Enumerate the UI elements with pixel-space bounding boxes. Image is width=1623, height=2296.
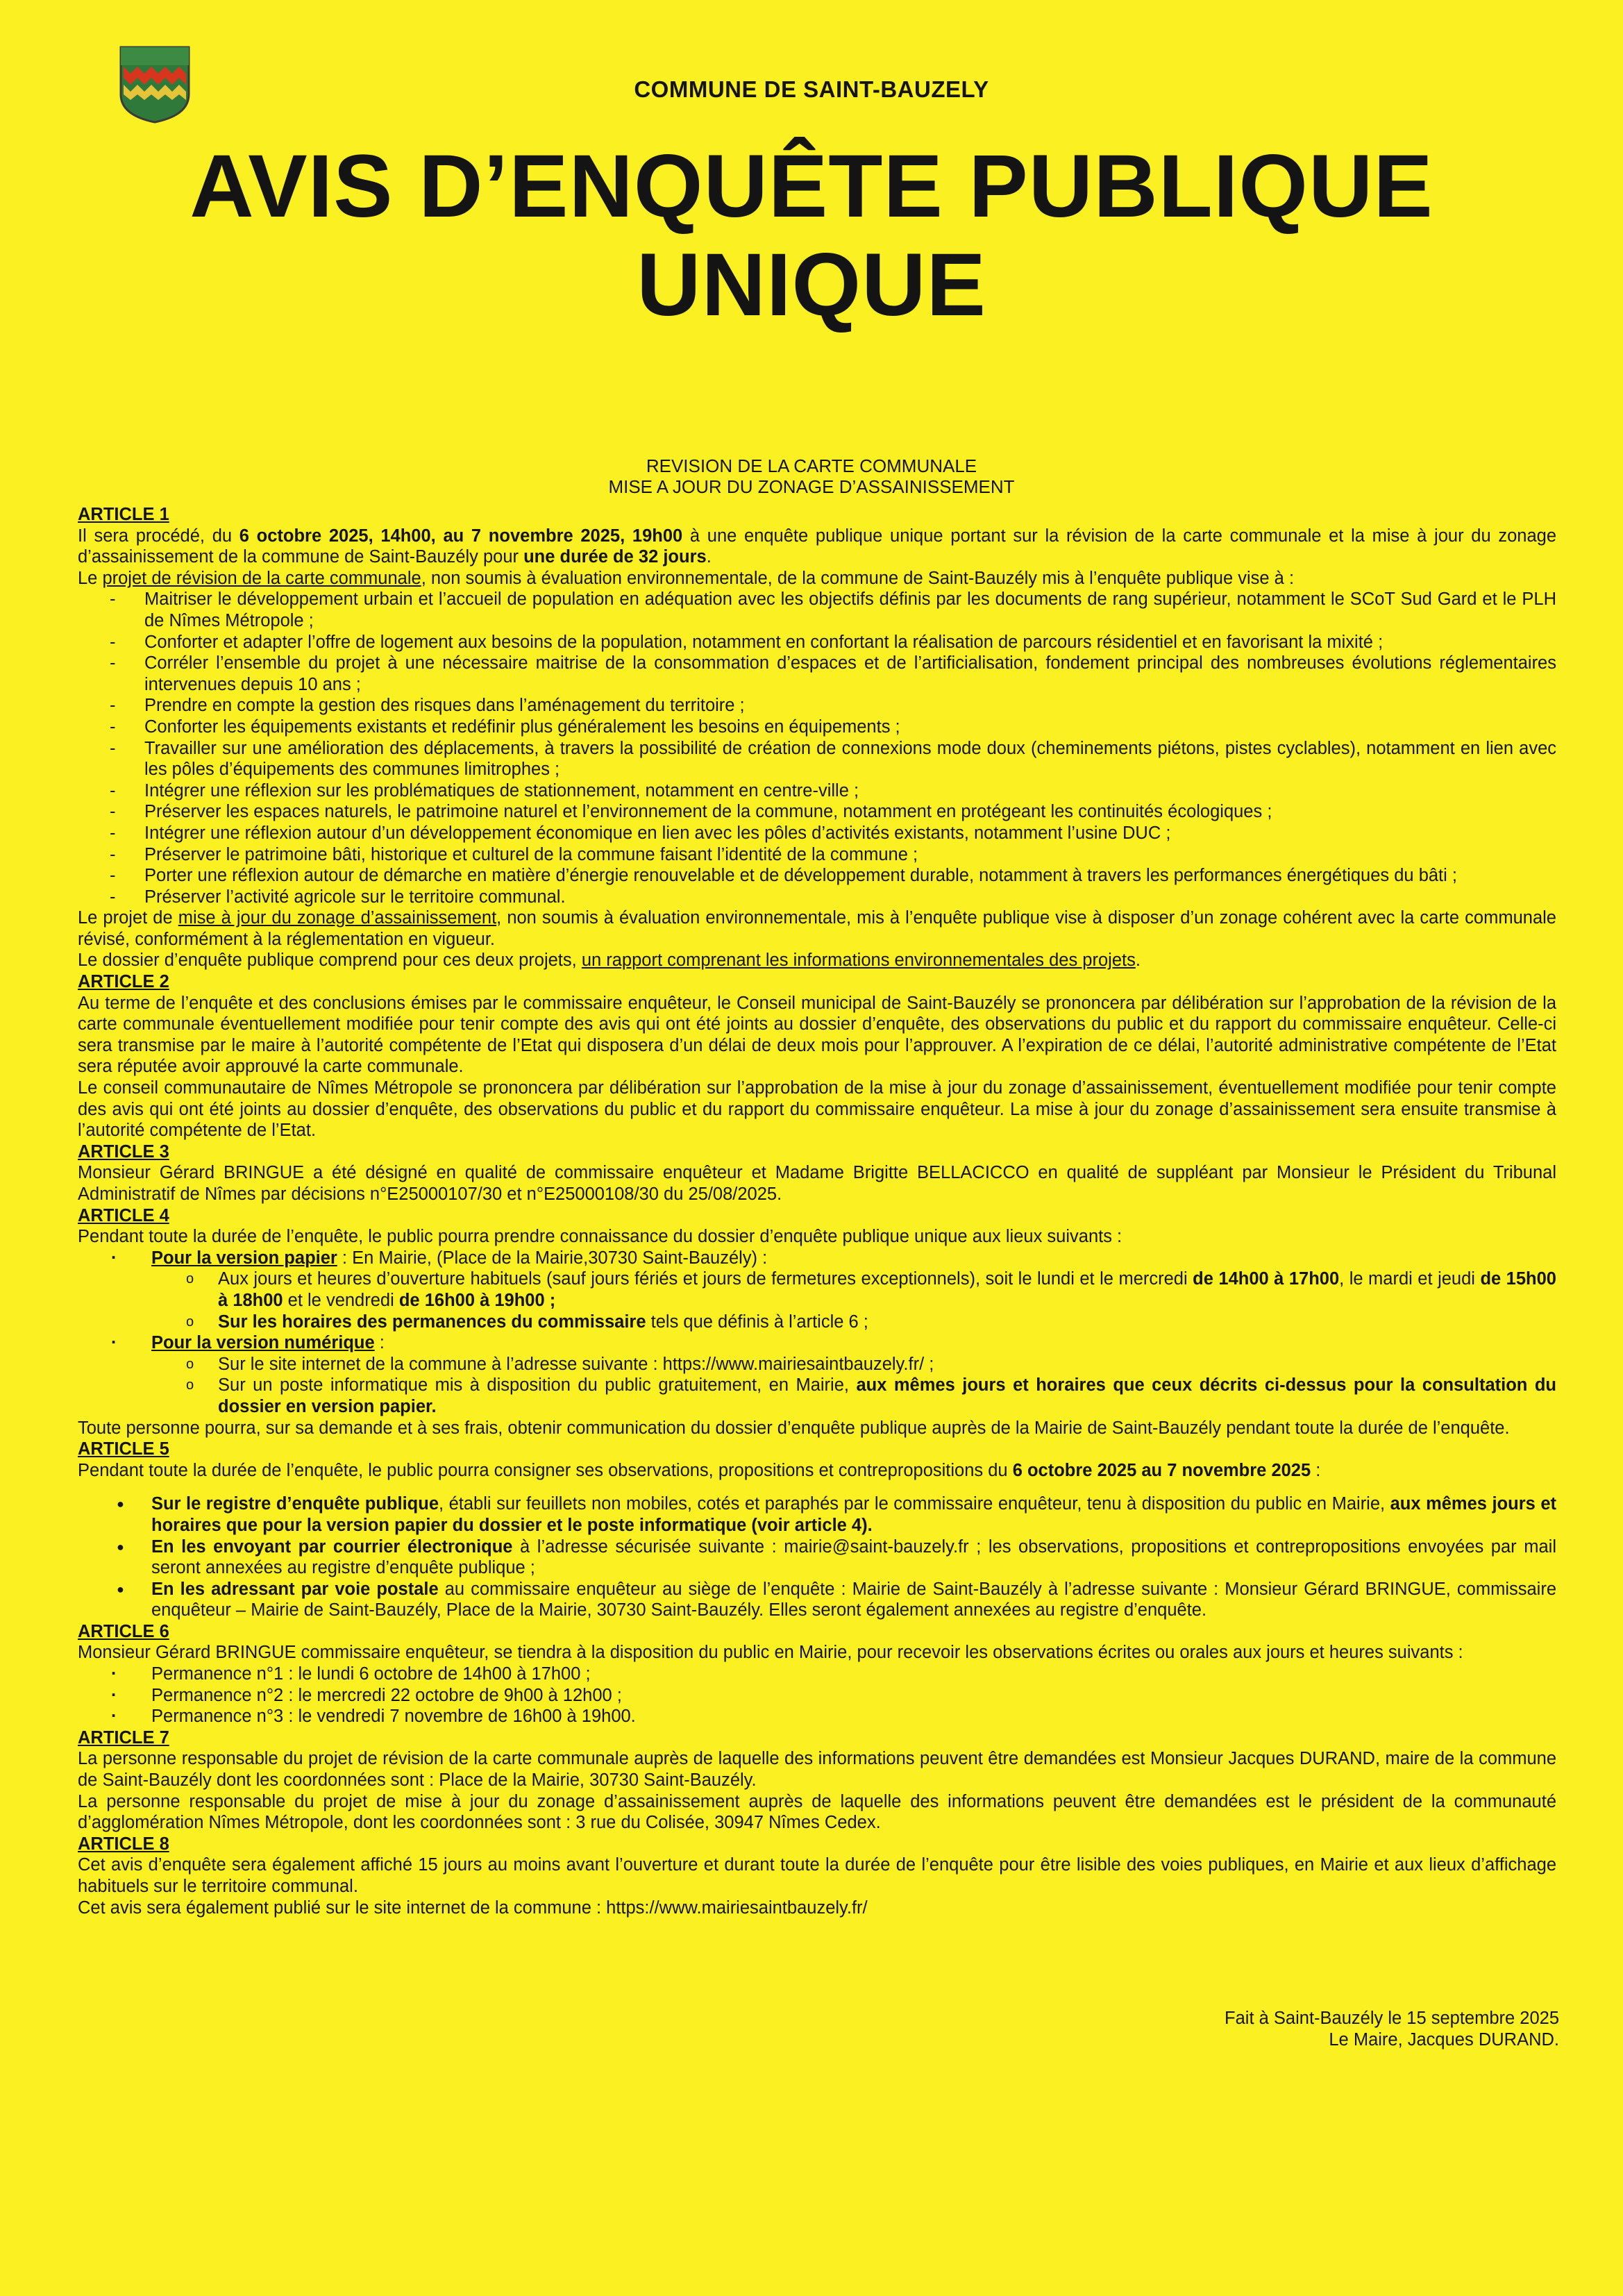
signature-name: Le Maire, Jacques DURAND.	[1329, 2030, 1559, 2050]
list-item: o Sur les horaires des permanences du commissaire tels que définis à l’article 6 ;	[218, 1312, 1556, 1333]
article-7-paragraph: La personne responsable du projet de révision de la carte communale auprès de laquelle des informations peuvent être demandées est Monsieur Jacques DURAND, maire de la commune de Saint-Bauzély dont les coordonnées sont : Place de la Mairie, 30730 Saint-Bauzély.	[78, 1749, 1556, 1791]
article-4-paragraph: Pendant toute la durée de l’enquête, le public pourra prendre connaissance du dossier d’enquête publique unique aux lieux suivants :	[78, 1227, 1122, 1247]
list-item: · Permanence n°2 : le mercredi 22 octobre de 9h00 à 12h00 ;	[151, 1685, 1556, 1707]
signature-date: Fait à Saint-Bauzély le 15 septembre 2025	[1225, 2009, 1559, 2028]
list-item: ● En les envoyant par courrier électronique à l’adresse sécurisée suivante : mairie@saint-bauzely.fr ; les observations, propositions et contrepropositions envoyées par mail seront annexées au registre d’enquête publique ;	[151, 1536, 1556, 1579]
article-2-paragraph: Au terme de l’enquête et des conclusions émises par le commissaire enquêteur, le Conseil municipal de Saint-Bauzély se prononcera par délibération sur l’approbation de la révision de la carte communale éventuellement modifiée pour tenir compte des avis qui ont été joints au dossier d’enquête, des observations du public et du rapport du commissaire enquêteur. Celle-ci sera transmise par le maire à l’autorité compétente de l’Etat qui disposera d’un délai de deux mois pour l’approuver. A l’expiration de ce délai, l’autorité administrative compétente de l’Etat sera réputée avoir approuvé la carte communale.	[78, 993, 1556, 1077]
list-item: · Permanence n°3 : le vendredi 7 novembre de 16h00 à 19h00.	[151, 1706, 1556, 1727]
digital-version-list	[151, 1354, 1556, 1418]
list-item: - Préserver l’activité agricole sur le territoire communal.	[144, 887, 1556, 908]
commune-name: COMMUNE DE SAINT-BAUZELY	[634, 76, 989, 102]
subtitle	[0, 455, 1623, 497]
signature-block	[1225, 2008, 1559, 2051]
list-item: o Aux jours et heures d’ouverture habituels (sauf jours fériés et jours de fermetures exceptionnels), soit le lundi et le mercredi de 14h00 à 17h00, le mardi et jeudi de 15h00 à 18h00 et le vendredi de 16h00 à 19h00 ;	[218, 1268, 1556, 1311]
list-item: - Conforter les équipements existants et redéfinir plus généralement les besoins en équipements ;	[144, 717, 1556, 738]
article-1-paragraph: Le projet de mise à jour du zonage d’assainissement, non soumis à évaluation environnementale, mis à l’enquête publique vise à disposer d’un zonage cohérent avec la carte communale révisé, conformément à la réglementation en vigueur.	[78, 908, 1556, 949]
article-5-paragraph: Pendant toute la durée de l’enquête, le public pourra consigner ses observations, propositions et contrepropositions du 6 octobre 2025 au 7 novembre 2025 :	[78, 1460, 1321, 1480]
paper-version-list	[151, 1268, 1556, 1332]
article-5-heading: ARTICLE 5	[78, 1439, 169, 1459]
list-item: ● Sur le registre d’enquête publique, établi sur feuillets non mobiles, cotés et paraphés par le commissaire enquêteur, tenu à disposition du public en Mairie, aux mêmes jours et horaires que pour la version papier du dossier et le poste informatique (voir article 4).	[151, 1493, 1556, 1536]
article-6-paragraph: Monsieur Gérard BRINGUE commissaire enquêteur, se tiendra à la disposition du public en Mairie, pour recevoir les observations écrites ou orales aux jours et heures suivants :	[78, 1643, 1463, 1663]
subtitle-line-1: REVISION DE LA CARTE COMMUNALE	[646, 455, 977, 476]
article-4-heading: ARTICLE 4	[78, 1205, 169, 1225]
list-item: · Permanence n°1 : le lundi 6 octobre de 14h00 à 17h00 ;	[151, 1664, 1556, 1685]
subtitle-line-2: MISE A JOUR DU ZONAGE D’ASSAINISSEMENT	[608, 476, 1015, 497]
page-title	[0, 137, 1623, 335]
list-item: o Sur le site internet de la commune à l’adresse suivante : https://www.mairiesaintbauzely.fr/ ;	[218, 1354, 1556, 1375]
article-6-heading: ARTICLE 6	[78, 1621, 169, 1641]
list-item: - Corréler l’ensemble du projet à une nécessaire maitrise de la consommation d’espaces et de l’artificialisation, fondement principal des nombreuses évolutions réglementaires intervenues depuis 10 ans ;	[144, 653, 1556, 695]
list-item: - Préserver le patrimoine bâti, historique et culturel de la commune faisant l’identité de la commune ;	[144, 844, 1556, 866]
article-1-paragraph: Le dossier d’enquête publique comprend pour ces deux projets, un rapport comprenant les informations environnementales des projets.	[78, 950, 1141, 971]
article-1-paragraph: Il sera procédé, du 6 octobre 2025, 14h00, au 7 novembre 2025, 19h00 à une enquête publique unique portant sur la révision de la carte communale et la mise à jour du zonage d’assainissement de la commune de Saint-Bauzély pour une durée de 32 jours.	[78, 526, 1557, 567]
title-line-1: AVIS D’ENQUÊTE PUBLIQUE	[190, 137, 1433, 236]
article-3-heading: ARTICLE 3	[78, 1141, 169, 1162]
list-item: - Maitriser le développement urbain et l’accueil de population en adéquation avec les objectifs définis par les documents de rang supérieur, notamment le SCoT Sud Gard et le PLH de Nîmes Métropole ;	[144, 589, 1556, 631]
list-item: - Intégrer une réflexion sur les problématiques de stationnement, notamment en centre-ville ;	[144, 780, 1556, 802]
article-8-heading: ARTICLE 8	[78, 1834, 169, 1854]
article-1-paragraph: Le projet de révision de la carte communale, non soumis à évaluation environnementale, de la commune de Saint-Bauzély mis à l’enquête publique vise à :	[78, 568, 1295, 588]
list-item: - Conforter et adapter l’offre de logement aux besoins de la population, notamment en confortant la réalisation de parcours résidentiel et en favorisant la mixité ;	[144, 632, 1556, 653]
article-7-paragraph: La personne responsable du projet de mise à jour du zonage d’assainissement auprès de laquelle des informations peuvent être demandées est le président de la communauté d’agglomération Nîmes Métropole, dont les coordonnées sont : 3 rue du Colisée, 30947 Nîmes Cedex.	[78, 1791, 1556, 1833]
article-1-heading: ARTICLE 1	[78, 505, 169, 524]
observation-methods-list	[78, 1493, 1556, 1621]
article-2-heading: ARTICLE 2	[78, 972, 169, 992]
consultation-places-list	[78, 1248, 1556, 1418]
article-4-paragraph: Toute personne pourra, sur sa demande et à ses frais, obtenir communication du dossier d’enquête publique auprès de la Mairie de Saint-Bauzély pendant toute la durée de l’enquête.	[78, 1418, 1510, 1438]
article-8-paragraph: Cet avis d’enquête sera également affiché 15 jours au moins avant l’ouverture et durant toute la durée de l’enquête pour être lisible des voies publiques, en Mairie et aux lieux d’affichage habituels sur le territoire communal.	[78, 1855, 1556, 1896]
list-item: - Préserver les espaces naturels, le patrimoine naturel et l’environnement de la commune, notamment en protégeant les continuités écologiques ;	[144, 801, 1556, 823]
notice-body	[78, 504, 1556, 1918]
article-2-paragraph: Le conseil communautaire de Nîmes Métropole se prononcera par délibération sur l’approbation de la mise à jour du zonage d’assainissement, éventuellement modifiée pour tenir compte des avis qui ont été joints au dossier d’enquête, des observations du public et du rapport du commissaire enquêteur. La mise à jour du zonage d’assainissement sera ensuite transmise à l’autorité compétente de l’Etat.	[78, 1078, 1556, 1141]
list-item: ● En les adressant par voie postale au commissaire enquêteur au siège de l’enquête : Mairie de Saint-Bauzély à l’adresse suivante : Monsieur Gérard BRINGUE, commissaire enquêteur – Mairie de Saint-Bauzély, Place de la Mairie, 30730 Saint-Bauzély. Elles seront également annexées au registre d’enquête.	[151, 1579, 1556, 1621]
article-8-paragraph: Cet avis sera également publié sur le site internet de la commune : https://www.mairiesaintbauzely.fr/	[78, 1897, 868, 1918]
list-item: - Travailler sur une amélioration des déplacements, à travers la possibilité de création de connexions mode doux (cheminements piétons, pistes cyclables), notamment en lien avec les pôles d’équipements des communes limitrophes ;	[144, 738, 1556, 780]
list-item: o Sur un poste informatique mis à disposition du public gratuitement, en Mairie, aux mêmes jours et horaires que ceux décrits ci-dessus pour la consultation du dossier en version papier.	[218, 1375, 1556, 1417]
revision-goals-list	[78, 589, 1556, 907]
list-item: - Porter une réflexion autour de démarche en matière d’énergie renouvelable et de développement durable, notamment à travers les performances énergétiques du bâti ;	[144, 865, 1556, 887]
list-item: - Prendre en compte la gestion des risques dans l’aménagement du territoire ;	[144, 695, 1556, 717]
permanences-list	[78, 1664, 1556, 1727]
article-3-paragraph: Monsieur Gérard BRINGUE a été désigné en qualité de commissaire enquêteur et Madame Brigitte BELLACICCO en qualité de suppléant par Monsieur le Président du Tribunal Administratif de Nîmes par décisions n°E25000107/30 et n°E25000108/30 du 25/08/2025.	[78, 1163, 1556, 1204]
list-item: - Intégrer une réflexion autour d’un développement économique en lien avec les pôles d’activités existants, notamment l’usine DUC ;	[144, 823, 1556, 844]
title-line-2: UNIQUE	[637, 235, 986, 335]
article-7-heading: ARTICLE 7	[78, 1727, 169, 1748]
list-item: · Pour la version numérique : o Sur le site internet de la commune à l’adresse suivante : https://www.mairiesaintbauzely.fr/ ; o Sur un poste informatique mis à disposition du public gratuitement, en Mairie, aux mêmes jours et horaires que ceux décrits ci-dessus pour la consultation du dossier en version papier.	[151, 1332, 1556, 1417]
list-item: · Pour la version papier : En Mairie, (Place de la Mairie,30730 Saint-Bauzély) : o Aux jours et heures d’ouverture habituels (sauf jours fériés et jours de fermetures exceptionnels), soit le lundi et le mercredi de 14h00 à 17h00, le mardi et jeudi de 15h00 à 18h00 et le vendredi de 16h00 à 19h00 ; o Sur les horaires des permanences du commissaire tels que définis à l’article 6 ;	[151, 1248, 1556, 1332]
